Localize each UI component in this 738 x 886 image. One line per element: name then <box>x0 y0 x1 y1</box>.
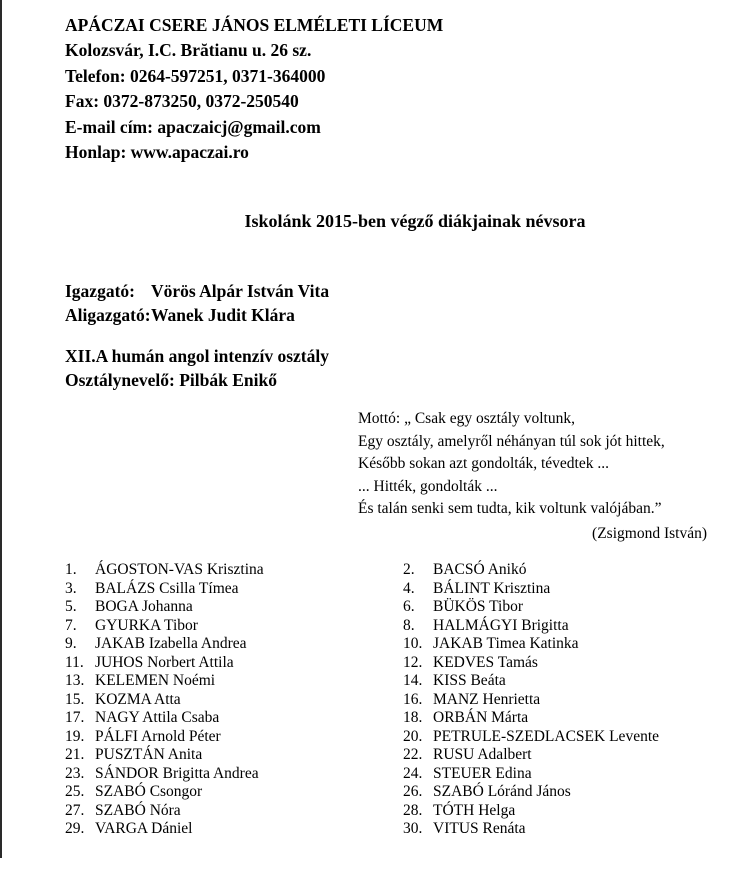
school-fax: Fax: 0372-873250, 0372-250540 <box>65 91 299 112</box>
student-name: KISS Beáta <box>433 672 506 689</box>
student-list-item <box>65 709 403 728</box>
student-list-item <box>65 746 403 765</box>
student-number: 28. <box>403 801 423 819</box>
school-email: E-mail cím: apaczaicj@gmail.com <box>65 116 321 137</box>
student-list-item <box>403 691 738 710</box>
student-number: 7. <box>65 616 77 634</box>
student-list-item <box>403 709 738 728</box>
student-list-item <box>403 635 738 654</box>
student-name: ORBÁN Márta <box>433 709 529 726</box>
student-number: 11. <box>65 653 84 671</box>
student-list-item <box>403 561 738 580</box>
student-list-item <box>403 820 738 839</box>
student-number: 24. <box>403 764 423 782</box>
student-number: 2. <box>403 561 415 578</box>
document-title: Iskolánk 2015-ben végző diákjainak névsora <box>244 211 586 231</box>
student-list-item <box>403 783 738 802</box>
student-name: NAGY Attila Csaba <box>95 709 220 726</box>
student-list-item <box>403 765 738 784</box>
student-list-item <box>65 635 403 654</box>
motto-line: Mottó: „ Csak egy osztály voltunk, <box>358 410 575 427</box>
motto-line: Egy osztály, amelyről néhányan túl sok jót hittek, <box>358 432 665 450</box>
student-number: 1. <box>65 561 77 578</box>
director-label: Igazgató: <box>65 281 135 301</box>
student-number: 19. <box>65 727 85 745</box>
motto-line: ... Hitték, gondolták ... <box>358 477 498 495</box>
page-left-border <box>0 0 2 858</box>
student-list-item <box>403 598 738 617</box>
student-number: 20. <box>403 727 423 745</box>
student-name: JAKAB Izabella Andrea <box>95 635 247 652</box>
student-list-item <box>65 561 403 580</box>
student-list-item <box>65 691 403 710</box>
student-list-item <box>65 672 403 691</box>
student-number: 30. <box>403 820 423 837</box>
student-name: SZABÓ Nóra <box>95 801 181 819</box>
student-name: PUSZTÁN Anita <box>95 746 203 763</box>
student-name: GYURKA Tibor <box>95 616 198 634</box>
student-list-item <box>403 746 738 765</box>
school-address: Kolozsvár, I.C. Brătianu u. 26 sz. <box>65 40 312 61</box>
student-name: KEDVES Tamás <box>433 653 538 671</box>
student-list-item <box>403 654 738 673</box>
student-list-item <box>65 728 403 747</box>
student-number: 21. <box>65 746 85 763</box>
student-number: 4. <box>403 579 415 597</box>
student-number: 18. <box>403 709 423 726</box>
student-list-item <box>65 654 403 673</box>
student-number: 17. <box>65 709 85 726</box>
student-name: TÓTH Helga <box>433 801 516 819</box>
class-teacher: Osztálynevelő: Pilbák Enikő <box>65 369 277 390</box>
school-website: Honlap: www.apaczai.ro <box>65 142 249 163</box>
motto-line: Később sokan azt gondolták, tévedtek ... <box>358 455 609 472</box>
student-number: 5. <box>65 598 77 615</box>
student-name: ÁGOSTON-VAS Krisztina <box>95 561 264 578</box>
student-number: 15. <box>65 690 85 708</box>
student-number: 13. <box>65 672 85 689</box>
student-name: BACSÓ Anikó <box>433 561 527 578</box>
student-number: 9. <box>65 635 77 652</box>
class-info-block <box>65 345 329 392</box>
student-list-item <box>403 672 738 691</box>
student-list-left-column <box>65 561 403 839</box>
motto-line: És talán senki sem tudta, kik voltunk valójában.” <box>358 500 662 517</box>
student-list-item <box>403 728 738 747</box>
student-name: VARGA Dániel <box>95 820 193 837</box>
student-name: RUSU Adalbert <box>433 746 532 763</box>
student-name: PÁLFI Arnold Péter <box>95 727 221 745</box>
student-name: BOGA Johanna <box>95 598 193 615</box>
student-name: BÁLINT Krisztina <box>433 579 551 597</box>
student-list-item <box>65 820 403 839</box>
student-name: KOZMA Atta <box>95 690 181 708</box>
student-number: 22. <box>403 746 423 763</box>
student-list-item <box>65 598 403 617</box>
student-name: STEUER Edina <box>433 764 532 782</box>
student-list-item <box>403 802 738 821</box>
deputy-director-name: Wanek Judit Klára <box>151 304 295 325</box>
student-number: 23. <box>65 764 85 782</box>
student-list-item <box>403 617 738 636</box>
student-name: KELEMEN Noémi <box>95 672 216 689</box>
director-name: Vörös Alpár István Vita <box>151 281 330 301</box>
student-name: JAKAB Timea Katinka <box>433 635 579 652</box>
student-number: 14. <box>403 672 423 689</box>
student-name: SZABÓ Lóránd János <box>433 783 571 800</box>
student-number: 26. <box>403 783 423 800</box>
student-list-item <box>65 580 403 599</box>
student-name: JUHOS Norbert Attila <box>95 653 234 671</box>
school-telefon: Telefon: 0264-597251, 0371-364000 <box>65 65 326 86</box>
deputy-director-row <box>65 304 329 328</box>
school-letterhead <box>65 13 443 165</box>
student-name: VITUS Renáta <box>433 820 526 837</box>
director-row <box>65 280 329 304</box>
administration-block <box>65 280 329 327</box>
school-name: APÁCZAI CSERE JÁNOS ELMÉLETI LÍCEUM <box>65 15 444 35</box>
student-name: HALMÁGYI Brigitta <box>433 616 569 634</box>
student-list-item <box>65 765 403 784</box>
student-list-item <box>403 580 738 599</box>
student-list <box>65 561 738 839</box>
student-list-item <box>65 802 403 821</box>
student-number: 27. <box>65 801 85 819</box>
motto-attribution: (Zsigmond István) <box>592 525 707 542</box>
student-number: 16. <box>403 690 423 708</box>
student-name: BALÁZS Csilla Tímea <box>95 579 239 597</box>
student-list-right-column <box>403 561 738 839</box>
deputy-director-label: Aligazgató: <box>65 304 151 325</box>
student-name: BÜKÖS Tibor <box>433 598 524 615</box>
student-name: MANZ Henrietta <box>433 690 541 708</box>
student-number: 25. <box>65 783 85 800</box>
student-list-item <box>65 783 403 802</box>
class-name: XII.A humán angol intenzív osztály <box>65 346 329 366</box>
student-number: 6. <box>403 598 415 615</box>
student-name: SÁNDOR Brigitta Andrea <box>95 764 259 782</box>
student-number: 8. <box>403 616 415 634</box>
student-number: 12. <box>403 653 423 671</box>
motto-block <box>358 408 665 521</box>
student-number: 10. <box>403 635 423 652</box>
student-list-item <box>65 617 403 636</box>
student-number: 3. <box>65 579 77 597</box>
student-name: PETRULE-SZEDLACSEK Levente <box>433 727 660 745</box>
student-number: 29. <box>65 820 85 837</box>
student-name: SZABÓ Csongor <box>95 783 203 800</box>
